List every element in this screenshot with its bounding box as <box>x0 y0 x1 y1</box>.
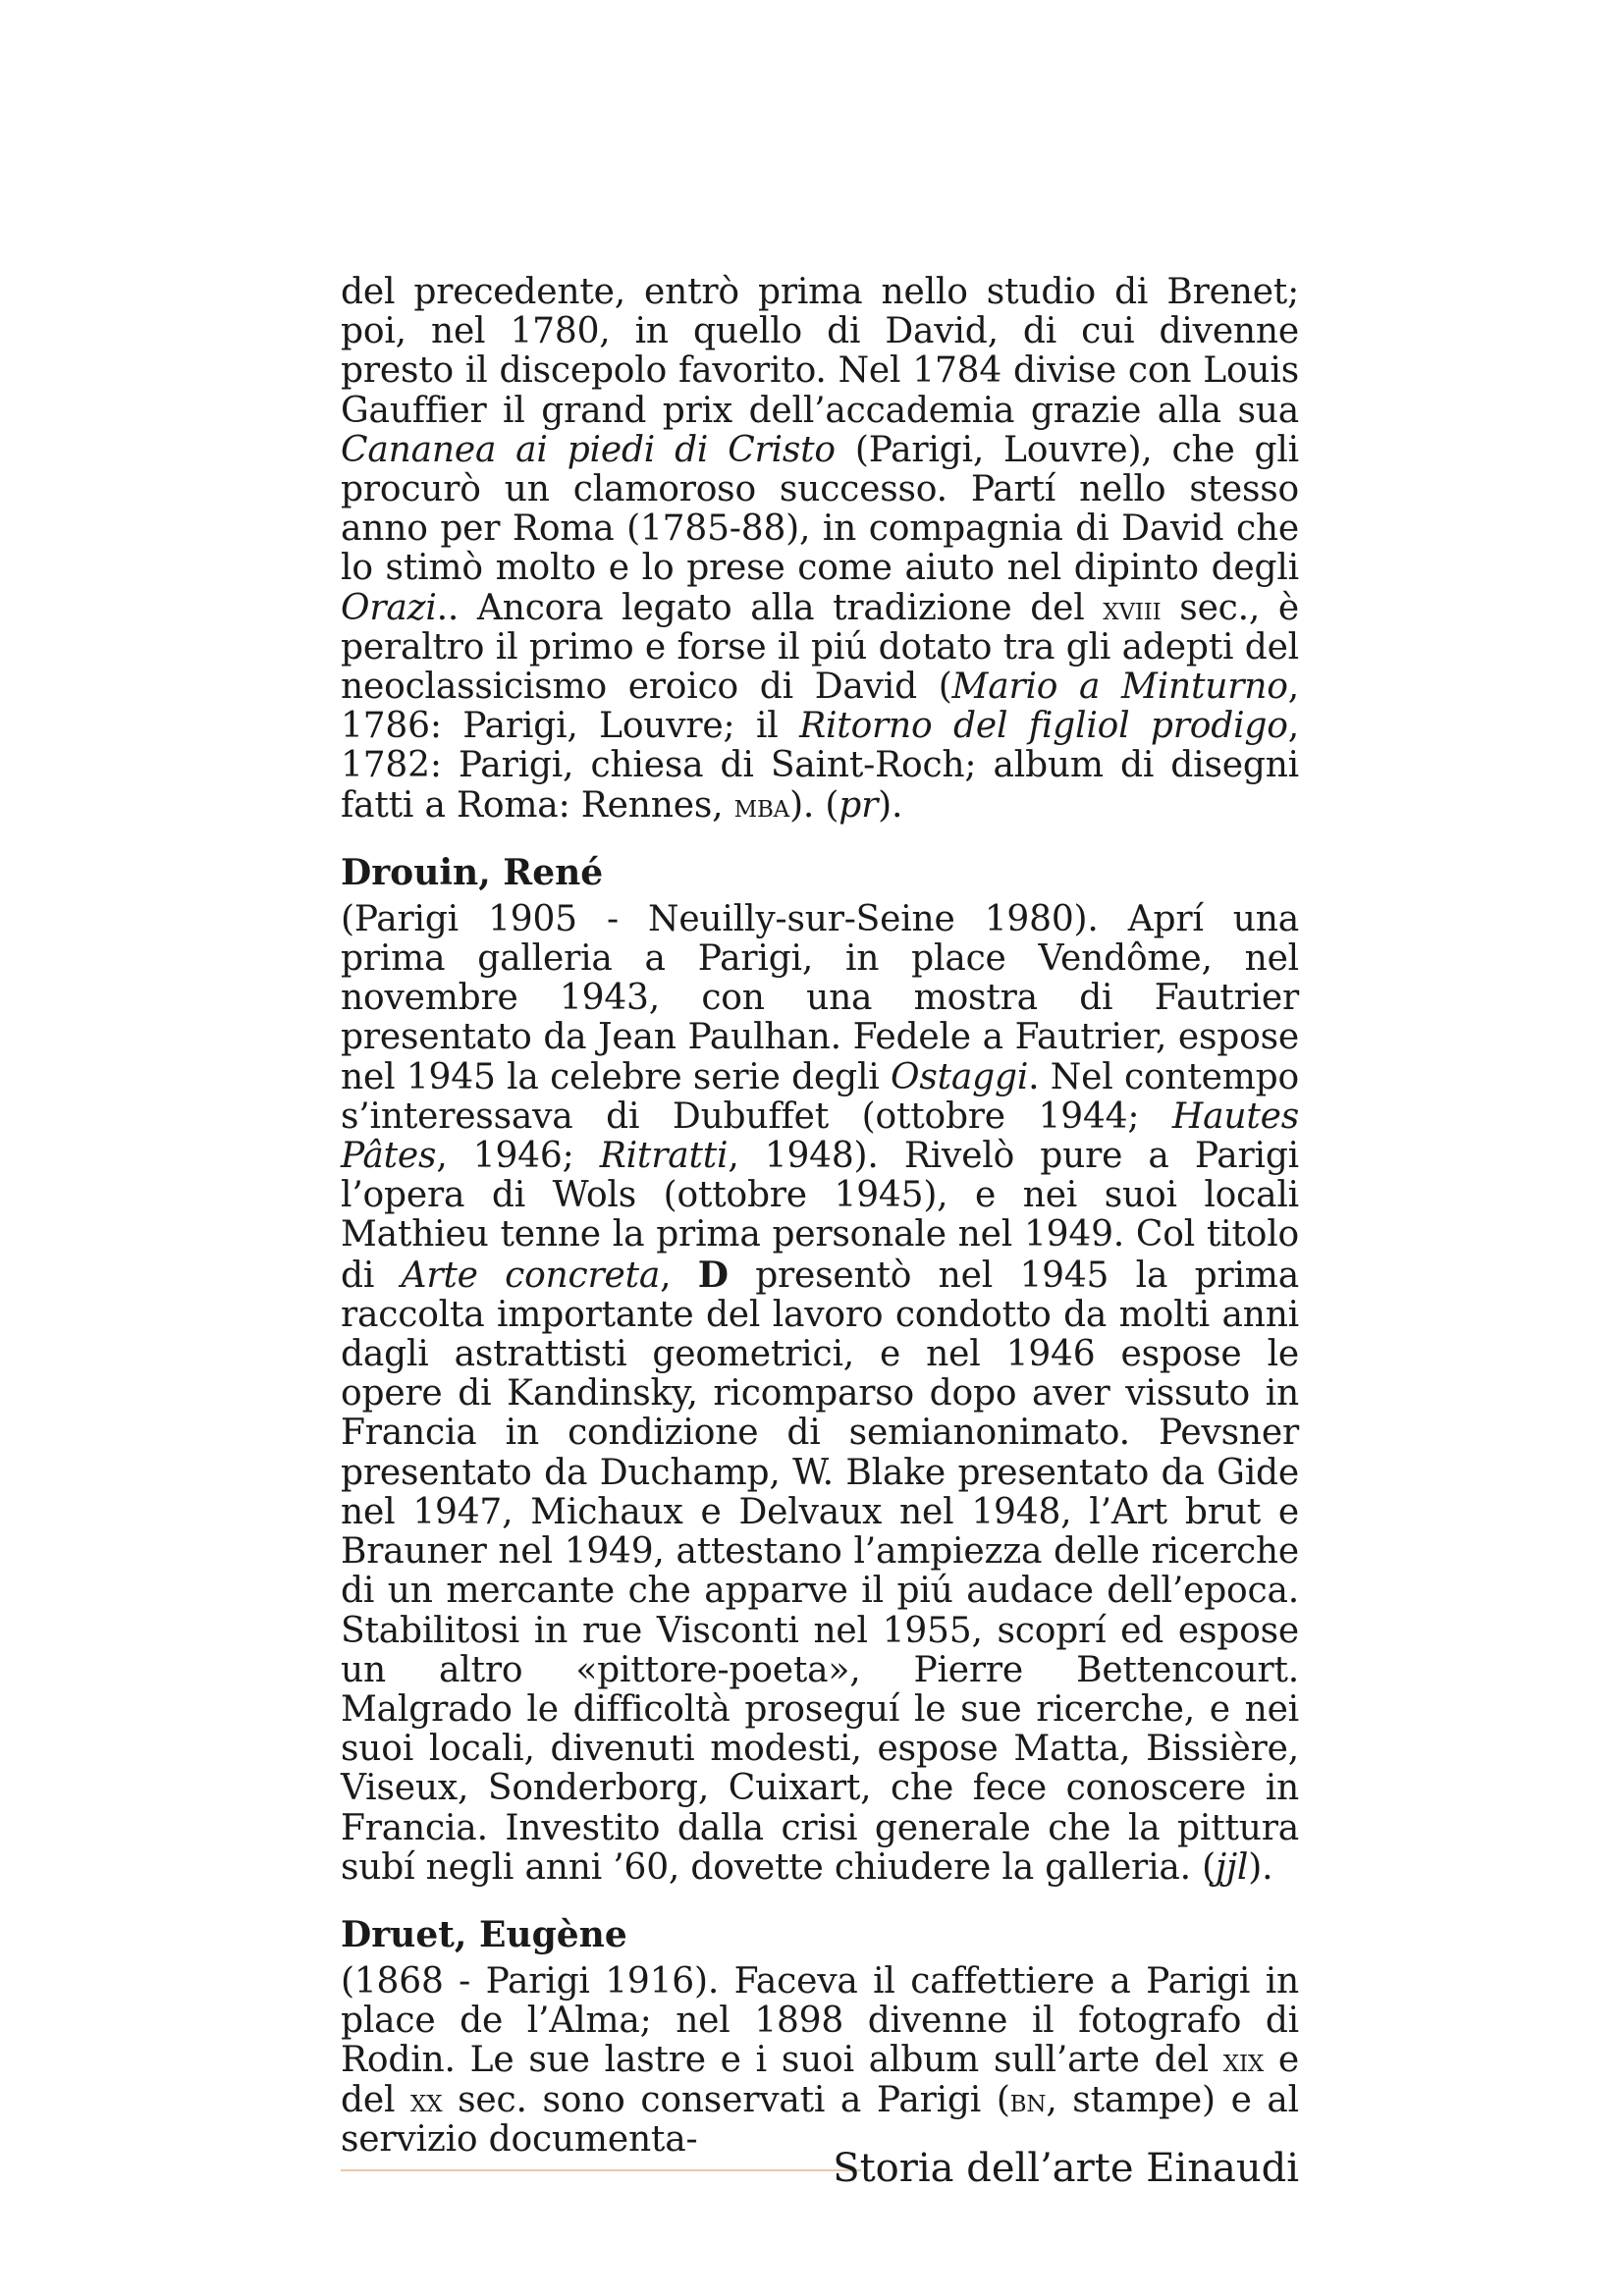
italic-run: Ritratti <box>599 1136 729 1177</box>
text-run: , stampe) e al servizio documenta- <box>341 2079 1299 2160</box>
italic-run: Ostaggi <box>891 1056 1029 1097</box>
text-run: ). ( <box>789 784 839 826</box>
text-run: (1868 - Parigi 1916). Faceva il caffettiere a Parigi in place de l’Alma; nel 1898 divenne il fotografo di Rodin. Le sue lastre e i suoi album sull’arte del <box>341 1960 1299 2081</box>
italic-run: Arte concreta <box>401 1255 661 1296</box>
text-run: , 1946; <box>436 1136 600 1177</box>
text-run: , 1786: Parigi, Louvre; il <box>341 667 1299 747</box>
text-run: presentò nel 1945 la prima raccolta importante del lavoro condotto da molti anni dagli astrattisti geometrici, e nel 1946 espose le opere di Kandinsky, ricomparso dopo aver vissuto in Francia in condizione di semianonimato. Pevsner presentato da Duchamp, W. Blake presentato da Gide nel 1947, Michaux e Delvaux nel 1948, l’Art brut e Brauner nel 1949, attestano l’ampiezza delle ricerche di un mercante che apparve il piú audace dell’epoca. Stabilitosi in rue Visconti nel 1955, scoprí ed espose un altro «pittore-poeta», Pierre Bettencourt. Malgrado le difficoltà proseguí le sue ricerche, e nei suoi locali, divenuti modesti, espose Matta, Bissière, Viseux, Sonderborg, Cuixart, che fece conoscere in Francia. Investito dalla crisi generale che la pittura subí negli anni ’60, dovette chiudere la galleria. ( <box>341 1255 1299 1888</box>
small-caps-run: xx <box>410 2080 443 2119</box>
text-run: (Parigi 1905 - Neuilly-sur-Seine 1980). Aprí una prima galleria a Parigi, in place Vendôme, nel novembre 1943, con una mostra di Fautrier presentato da Jean Paulhan. Fedele a Fautrier, espose nel 1945 la celebre serie degli <box>341 898 1299 1097</box>
italic-run: Hautes Pâtes <box>341 1095 1299 1177</box>
text-run: , 1948). Rivelò pure a Parigi l’opera di Wols (ottobre 1945), e nei suoi locali Mathieu tenne la prima personale nel 1949. Col titolo di <box>341 1136 1299 1296</box>
italic-run: Mario a Minturno <box>951 667 1288 708</box>
small-caps-run: xviii <box>1103 588 1162 627</box>
bold-run: D <box>697 1254 729 1296</box>
continuation-paragraph <box>341 273 1299 826</box>
entry-druet <box>341 1915 1299 2160</box>
footer-title: Storia dell’arte Einaudi <box>833 2146 1299 2191</box>
text-run: ). <box>1248 1846 1273 1888</box>
text-run: sec. sono conservati a Parigi ( <box>442 2079 1010 2120</box>
entry-body <box>341 1962 1299 2160</box>
small-caps-run: mba <box>733 785 790 825</box>
italic-run: jjl <box>1215 1846 1249 1888</box>
italic-run: pr <box>839 784 879 826</box>
text-run: e del <box>341 2040 1299 2120</box>
italic-run: Ritorno del figliol prodigo <box>799 706 1288 747</box>
text-run: .. Ancora legato alla tradizione del <box>436 587 1104 628</box>
italic-run: Cananea ai piedi di Cristo <box>341 429 836 470</box>
text-run: ). <box>878 784 903 826</box>
small-caps-run: bn <box>1009 2080 1047 2119</box>
italic-run: Orazi <box>341 587 437 628</box>
footer-rule <box>341 2169 861 2171</box>
text-run: del precedente, entrò prima nello studio di Brenet; poi, nel 1780, in quello di David, di cui divenne presto il discepolo favorito. Nel 1784 divise con Louis Gauffier il grand prix dell’accademia grazie alla sua <box>341 272 1299 431</box>
page-content <box>341 273 1299 2160</box>
entry-body <box>341 900 1299 1888</box>
text-run: , 1782: Parigi, chiesa di Saint-Roch; album di disegni fatti a Roma: Rennes, <box>341 706 1299 826</box>
entry-title: Druet, Eugène <box>341 1913 627 1955</box>
text-run: , <box>660 1255 698 1296</box>
text-run: (Parigi, Louvre), che gli procurò un clamoroso successo. Partí nello stesso anno per Roma (1785-88), in compagnia di David che lo stimò molto e lo prese come aiuto nel dipinto degli <box>341 429 1299 589</box>
text-run: sec., è peraltro il primo e forse il piú dotato tra gli adepti del neoclassicismo eroico di David ( <box>341 587 1299 708</box>
small-caps-run: xix <box>1222 2041 1264 2080</box>
text-run: . Nel contempo s’interessava di Dubuffet (ottobre 1944; <box>341 1056 1299 1137</box>
entry-title: Drouin, René <box>341 851 604 893</box>
entry-drouin <box>341 853 1299 1888</box>
